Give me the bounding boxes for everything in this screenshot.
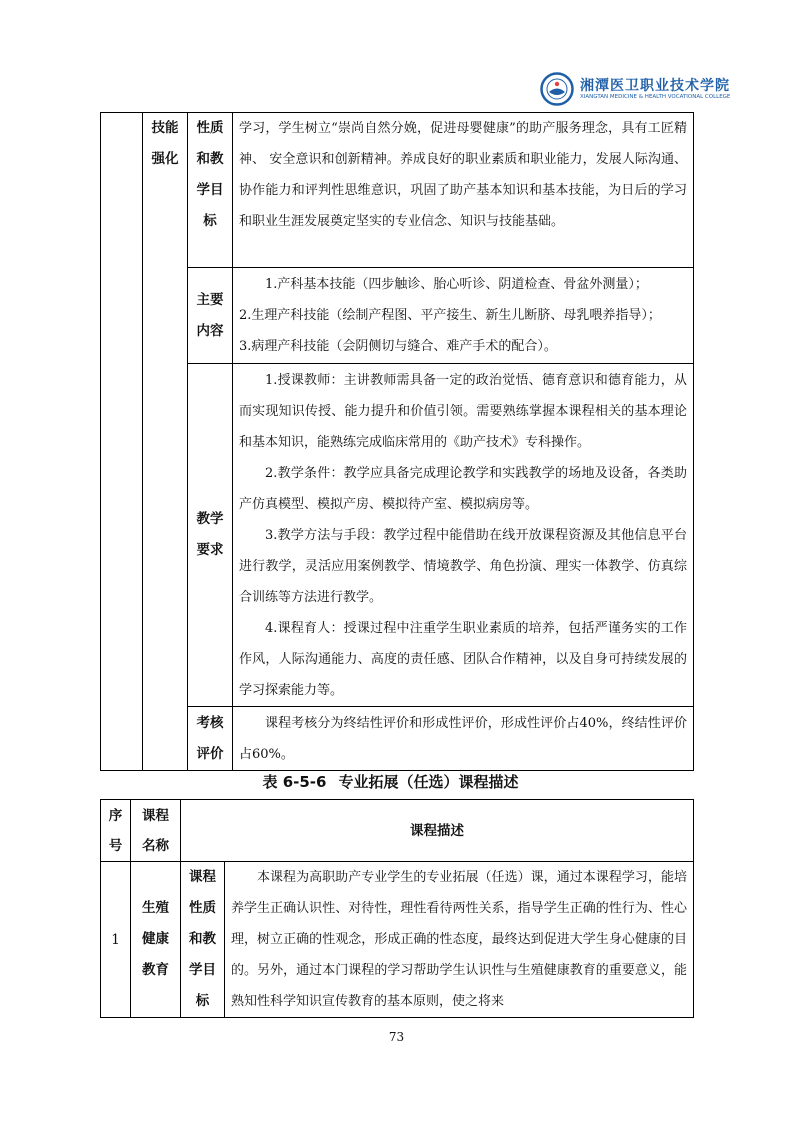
paragraph: 4.课程育人：授课过程中注重学生职业素质的培养，包括严谨务实的工作作风，人际沟通能力、高度的责任感、团队合作精神，以及自身可持续发展的学习探索能力等。	[239, 620, 687, 698]
paragraph: 2.教学条件：教学应具备完成理论教学和实践教学的场地及设备，各类助产仿真模型、模拟产房、模拟待产室、模拟病房等。	[239, 465, 687, 512]
course-row	[101, 862, 694, 1018]
row-assessment	[101, 707, 694, 771]
course-name: 生殖健康教育	[142, 900, 169, 978]
content-cell	[225, 862, 694, 1018]
blank-cell	[101, 113, 143, 771]
section-label: 技能强化	[151, 120, 179, 167]
content-cell	[233, 113, 694, 268]
college-name-en: XIANGTAN MEDICINE & HEALTH VOCATIONAL COLLEGE	[580, 94, 731, 100]
table-title: 专业拓展（任选）课程描述	[338, 773, 519, 791]
label-cell	[188, 707, 233, 771]
header-cell	[181, 800, 694, 862]
row-label: 性质和教学目标	[196, 120, 224, 229]
elective-course-table	[100, 799, 694, 1018]
paragraph: 3.教学方法与手段：教学过程中能借助在线开放课程资源及其他信息平台进行教学，灵活应用案例教学、情境教学、角色扮演、理实一体教学、仿真综合训练等方法进行教学。	[239, 527, 687, 605]
college-logo	[540, 72, 731, 108]
row-nature-goals	[101, 113, 694, 268]
section-cell	[143, 113, 188, 771]
course-table-continued	[100, 112, 694, 771]
label-cell	[188, 364, 233, 707]
content-cell	[233, 364, 694, 707]
paragraph: 1.产科基本技能（四步触诊、胎心听诊、阴道检查、骨盆外测量）；	[265, 277, 648, 292]
label-cell	[188, 113, 233, 268]
paragraph: 学习，学生树立“崇尚自然分娩，促进母婴健康”的助产服务理念，具有工匠精神、 安全意识和创新精神。养成良好的职业素质和职业能力，发展人际沟通、协作能力和评判性思维意识，巩固了助产基本知识和基本技能，为日后的学习和职业生涯发展奠定坚实的专业信念、知识与技能基础。	[239, 121, 687, 229]
paragraph: 课程考核分为终结性评价和形成性评价，形成性评价占40%，终结性评价占60%。	[239, 715, 687, 762]
row-label: 主要内容	[196, 291, 224, 339]
header-course-name: 课程名称	[142, 807, 169, 854]
college-name: 湘潭医卫职业技术学院	[580, 78, 730, 94]
content-cell	[233, 268, 694, 364]
paragraph: 本课程为高职助产专业学生的专业拓展（任选）课，通过本课程学习，能培养学生正确认识性、对待性，理性看待两性关系，指导学生正确的性行为、性心理，树立正确的性观念，形成正确的性态度，最终达到促进大学生身心健康的目的。另外，通过本门课程的学习帮助学生认识性与生殖健康教育的重要意义，能熟知性科学知识宣传教育的基本原则，使之将来	[231, 870, 687, 1009]
header-cell	[101, 800, 131, 862]
row-index: 1	[111, 931, 120, 948]
index-cell	[101, 862, 131, 1018]
paragraph: 3.病理产科技能（会阴侧切与缝合、难产手术的配合）。	[239, 339, 557, 354]
row-label: 课程性质和教学目标	[189, 869, 216, 1009]
page-number: 73	[388, 1030, 405, 1044]
row-teaching-requirements	[101, 364, 694, 707]
row-label: 教学要求	[196, 511, 224, 558]
header-description: 课程描述	[410, 822, 464, 839]
header-index: 序号	[108, 807, 123, 854]
course-name-cell	[131, 862, 181, 1018]
table-caption	[0, 771, 793, 792]
header-row	[101, 800, 694, 862]
label-cell	[188, 268, 233, 364]
row-label: 考核评价	[196, 714, 224, 762]
table-number: 表 6-5-6	[262, 773, 327, 791]
college-emblem-icon	[540, 72, 574, 106]
header-cell	[131, 800, 181, 862]
paragraph: 1.授课教师：主讲教师需具备一定的政治觉悟、德育意识和德育能力，从而实现知识传授、能力提升和价值引领。需要熟练掌握本课程相关的基本理论和基本知识，能熟练完成临床常用的《助产技术》专科操作。	[239, 372, 687, 450]
paragraph: 2.生理产科技能（绘制产程图、平产接生、新生儿断脐、母乳喂养指导）；	[239, 308, 661, 323]
content-cell	[233, 707, 694, 771]
row-main-content	[101, 268, 694, 364]
label-cell	[181, 862, 225, 1018]
